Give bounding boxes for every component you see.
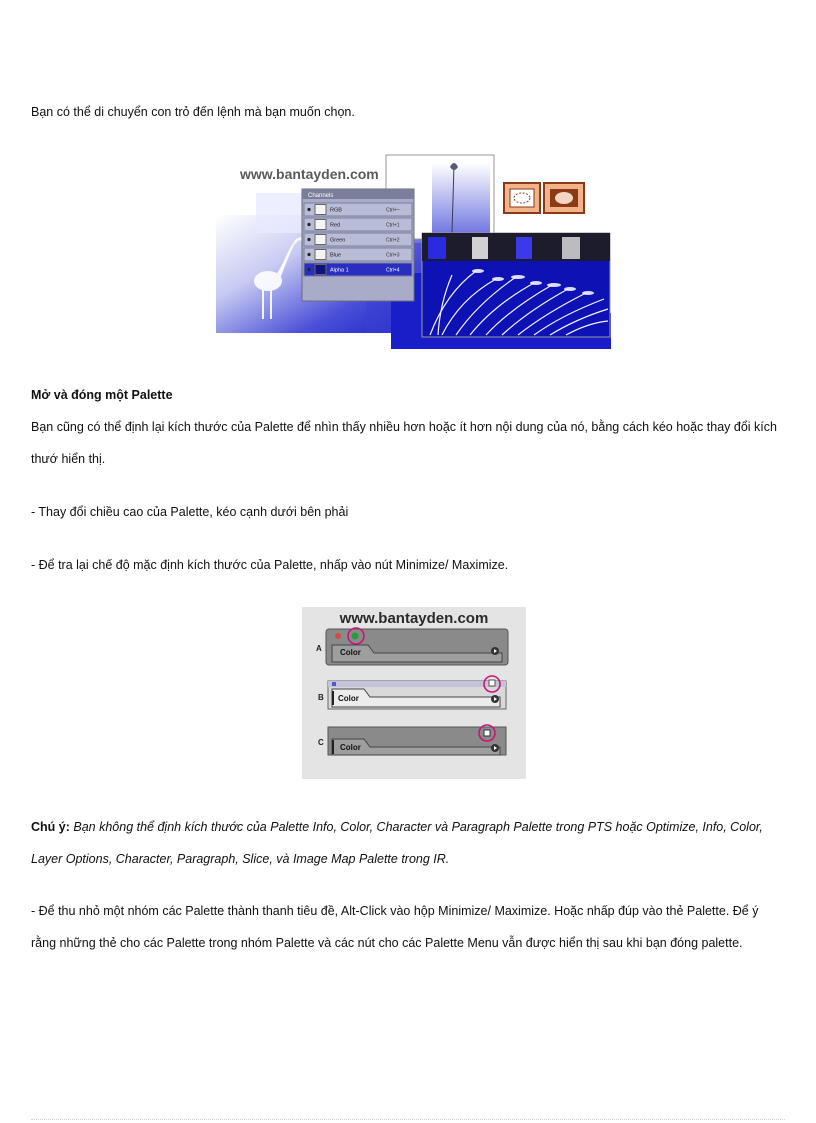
channel-shortcut: Ctrl+1 — [386, 222, 400, 229]
tab-color-a: Color — [340, 648, 361, 657]
grass-photo — [422, 233, 610, 337]
channel-row — [304, 203, 412, 216]
channels-panel — [302, 189, 414, 301]
note-text: Bạn không thể định kích thước của Palette Info, Color, Character và Paragraph Palette trong PTS hoặc Optimize, Info, Color, Layer Options, Character, Paragraph, Slice, và Image Map Palette trong IR. — [31, 820, 763, 866]
channel-name: Blue — [330, 252, 342, 259]
tab-color-c: Color — [340, 743, 361, 752]
figure1-watermark: www.bantayden.com — [240, 166, 379, 182]
footer-rule — [31, 1119, 785, 1120]
eye-icon — [307, 208, 310, 211]
channel-thumbnail — [315, 235, 326, 245]
channel-thumbnail — [315, 220, 326, 230]
palette-row-a — [316, 628, 508, 665]
channel-shortcut: Ctrl+4 — [386, 267, 400, 274]
selection-icons — [504, 183, 584, 213]
palette-states-image — [302, 607, 526, 779]
bullet-height: - Thay đổi chiều cao của Palette, kéo cạnh dưới bên phải — [31, 505, 349, 519]
channel-row — [304, 233, 412, 246]
section-heading: Mở và đóng một Palette — [31, 388, 173, 402]
palette-states-figure — [302, 607, 526, 779]
channel-shortcut: Ctrl+2 — [386, 237, 400, 244]
palette-row-c — [318, 725, 506, 755]
resize-paragraph: Bạn cũng có thể định lại kích thước của Palette để nhìn thấy nhiều hơn hoặc ít hơn nội dung của nó, bằng cách kéo hoặc thay đổi kích thướ hiển thị. — [31, 420, 777, 466]
channel-thumbnail — [315, 265, 326, 275]
intro-paragraph: Bạn có thể di chuyển con trỏ đến lệnh mà bạn muốn chọn. — [31, 105, 355, 119]
channels-collage-figure — [216, 153, 612, 349]
bullet-default: - Để tra lại chế độ mặc định kích thước của Palette, nhấp vào nút Minimize/ Maximize. — [31, 558, 509, 572]
channel-thumbnail — [315, 250, 326, 260]
channel-row — [304, 218, 412, 231]
panel-title: Channels — [308, 193, 334, 199]
channel-name: RGB — [330, 207, 342, 214]
channel-shortcut: Ctrl+3 — [386, 252, 400, 259]
collapse-paragraph: - Để thu nhỏ một nhóm các Palette thành thanh tiêu đề, Alt-Click vào hộp Minimize/ Maximize. Hoặc nhấp đúp vào thẻ Palette. Để ý rằng những thẻ cho các Palette trong nhóm Palette và các nút cho các Palette Menu vẫn được hiển thị sau khi bạn đóng palette. — [31, 904, 759, 950]
channel-name: Green — [330, 237, 346, 244]
row-letter-c: C — [318, 738, 324, 747]
row-letter-a: A — [316, 644, 322, 653]
channel-shortcut: Ctrl+~ — [386, 207, 400, 214]
row-letter-b: B — [318, 693, 324, 702]
eye-icon — [307, 268, 310, 271]
channel-name: Red — [330, 222, 341, 229]
palette-row-b — [318, 676, 506, 709]
channel-thumbnail — [315, 205, 326, 215]
eye-icon — [307, 238, 310, 241]
tab-color-b: Color — [338, 694, 359, 703]
eye-icon — [307, 223, 310, 226]
channel-row — [304, 248, 412, 261]
channel-name: Alpha 1 — [330, 267, 349, 274]
note-paragraph — [31, 811, 779, 875]
figure2-watermark: www.bantayden.com — [339, 610, 489, 627]
note-label: Chú ý: — [31, 820, 70, 834]
channel-row — [304, 263, 412, 276]
eye-icon — [307, 253, 310, 256]
collage-image — [216, 153, 612, 349]
